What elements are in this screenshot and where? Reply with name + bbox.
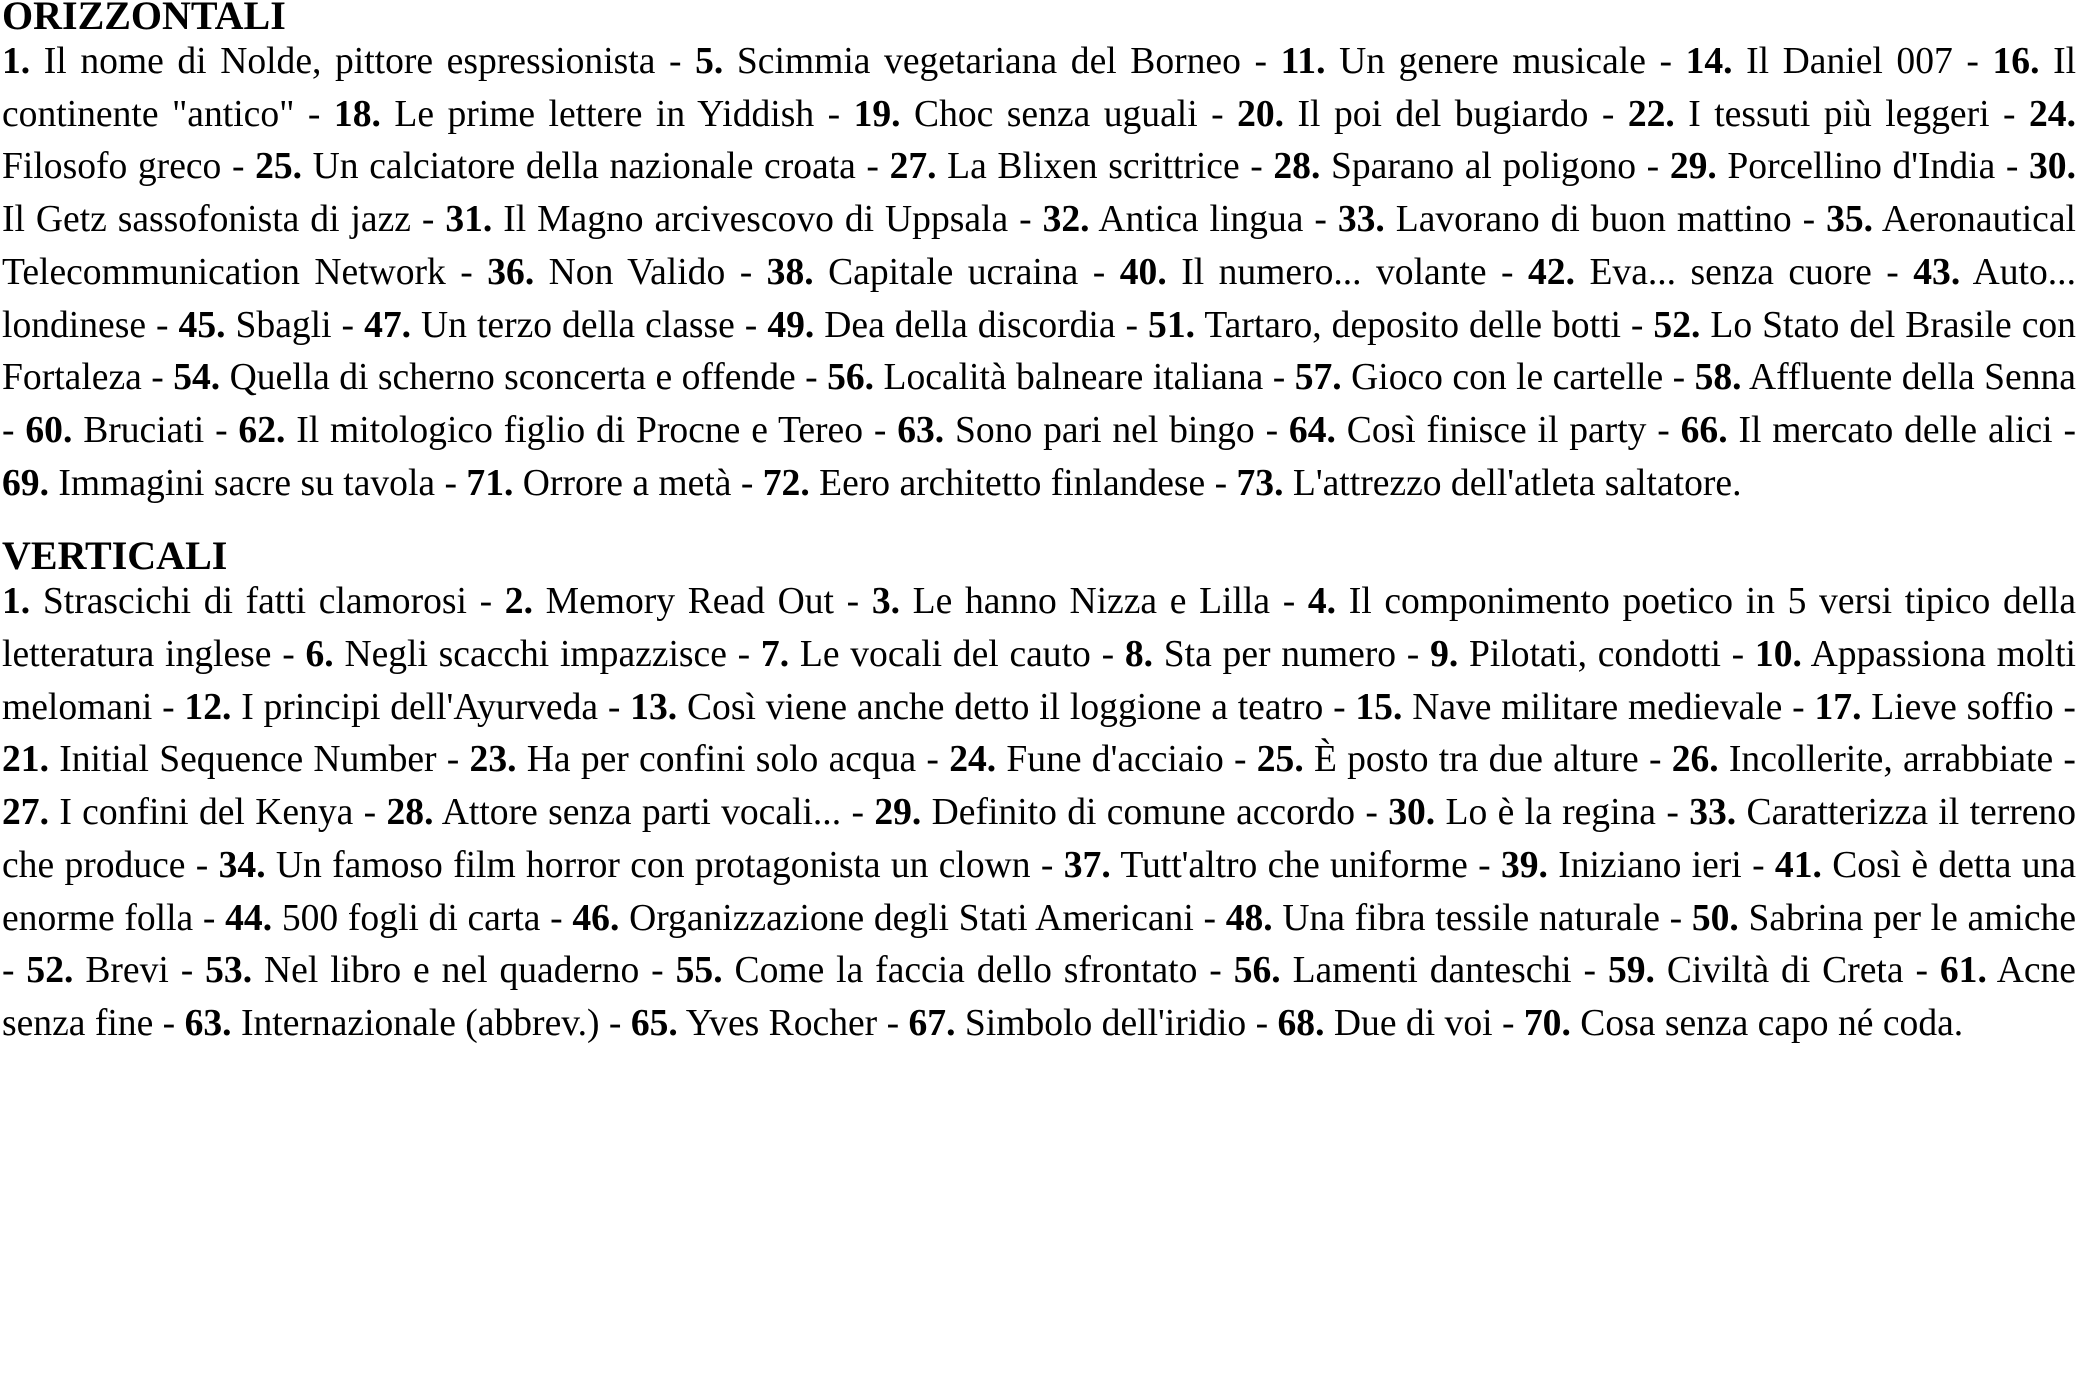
clue-number: 29. <box>874 792 922 834</box>
clue-item <box>306 634 727 675</box>
clue-text: Sparano al poligono <box>1330 146 1637 188</box>
clue-item <box>1528 252 1872 293</box>
clue-number: 67. <box>908 1002 956 1044</box>
clue-number: 29. <box>1669 146 1717 188</box>
clue-text: Choc senza uguali <box>914 93 1198 135</box>
clue-text: Lamenti danteschi <box>1292 950 1572 992</box>
clue-item <box>854 94 1198 135</box>
clue-number: 3. <box>871 581 900 623</box>
clue-item <box>767 305 1115 346</box>
clue-number: 24. <box>2028 93 2076 135</box>
clue-number: 62. <box>238 409 286 451</box>
clue-item <box>1355 687 1782 728</box>
verticali-heading: VERTICALI <box>2 533 228 579</box>
clue-item <box>364 305 735 346</box>
clue-text: Sbagli <box>235 304 332 346</box>
clue-item <box>1686 41 1953 82</box>
clue-item <box>25 410 204 451</box>
clue-item <box>2 463 435 504</box>
clue-text: Così finisce il party <box>1346 409 1647 451</box>
clue-text: I tessuti più leggeri <box>1688 93 1990 135</box>
clue-text: Affluente della Senna <box>1748 357 2076 399</box>
clue-text: Due di voi <box>1333 1002 1493 1044</box>
clue-number: 59. <box>1607 950 1655 992</box>
clue-text: Tartaro, deposito delle botti <box>1204 304 1621 346</box>
clue-item <box>909 1003 1247 1044</box>
clue-number: 32. <box>1042 199 1090 241</box>
clue-text: Negli scacchi impazzisce <box>344 634 727 676</box>
clue-text: Il componimento poetico in 5 versi tipico della letteratura inglese <box>2 581 2077 676</box>
clue-text: Yves Rocher <box>685 1002 878 1044</box>
clue-text: Lieve soffio <box>1871 686 2054 728</box>
clue-item <box>184 687 598 728</box>
clue-text: Definito di comune accordo <box>931 792 1355 834</box>
clue-text: Il mitologico figlio di Procne e Tereo <box>296 409 864 451</box>
clue-number: 14. <box>1685 41 1733 82</box>
clue-number: 27. <box>889 146 937 188</box>
clue-item <box>2 739 437 780</box>
clue-text: Lo Stato del Brasile con Fortaleza <box>2 304 2076 399</box>
clue-number: 33. <box>1689 792 1737 834</box>
clue-text: Eva... senza cuore <box>1589 251 1872 293</box>
clue-text: Attore senza parti vocali... <box>441 792 842 834</box>
clue-text: Acne senza fine <box>2 950 2076 1044</box>
clue-number: 63. <box>184 1002 232 1044</box>
clue-text: Come la faccia dello sfrontato <box>734 950 1198 992</box>
clue-text: Sono pari nel bingo <box>955 409 1255 451</box>
clue-number: 56. <box>1233 950 1281 992</box>
clue-number: 72. <box>762 462 810 504</box>
clue-item <box>1628 94 1990 135</box>
clue-text: Il nome di Nolde, pittore espressionista <box>43 41 656 82</box>
clue-item <box>630 687 1323 728</box>
clue-text: Il continente "antico" <box>2 41 2077 135</box>
clue-number: 39. <box>1500 844 1548 886</box>
clue-item <box>572 898 1193 939</box>
clue-text: Il Magno arcivescovo di Uppsala <box>503 199 1009 241</box>
clue-item <box>1672 739 2053 780</box>
clue-text: Organizzazione degli Stati Americani <box>629 897 1194 939</box>
clue-item <box>219 845 1031 886</box>
clue-text: Capitale ucraina <box>828 251 1079 293</box>
clue-text: Internazionale (abbrev.) <box>240 1002 600 1044</box>
clue-text: Un calciatore della nazionale croata <box>312 146 856 188</box>
clue-item <box>631 1003 877 1044</box>
clue-text: Appassiona molti melomani <box>2 634 2076 728</box>
clue-text: Initial Sequence Number <box>59 739 437 781</box>
clue-item <box>1281 41 1646 82</box>
clue-text: I principi dell'Ayurveda <box>241 686 599 728</box>
clue-item <box>1692 898 2076 939</box>
clue-number: 1. <box>2 581 31 623</box>
clue-text: Porcellino d'India <box>1727 146 1996 188</box>
clue-number: 22. <box>1627 93 1675 135</box>
clue-text: Nave militare medievale <box>1412 686 1783 728</box>
clue-number: 60. <box>25 409 73 451</box>
clue-item <box>225 898 540 939</box>
clue-item <box>767 252 1079 293</box>
clue-number: 53. <box>205 950 253 992</box>
clue-number: 2. <box>504 581 533 623</box>
clue-item <box>470 739 917 780</box>
clue-item <box>26 950 168 991</box>
clue-item <box>255 146 856 187</box>
clue-number: 8. <box>1124 634 1154 676</box>
clue-number: 43. <box>1913 251 1961 293</box>
clue-number: 65. <box>630 1002 678 1044</box>
clue-text: Brevi <box>85 950 169 992</box>
clue-text: Lavorano di buon mattino <box>1395 199 1792 241</box>
clue-number: 61. <box>1939 950 1987 992</box>
clue-item <box>1814 687 2053 728</box>
clue-number: 35. <box>1826 199 1874 241</box>
clue-item <box>1257 739 1639 780</box>
clue-number: 54. <box>173 357 221 399</box>
clue-number: 27. <box>2 792 49 834</box>
clue-number: 52. <box>1653 304 1701 346</box>
clue-text: Iniziano ieri <box>1558 844 1742 886</box>
clue-item <box>1681 410 2053 451</box>
clue-text: Un genere musicale <box>1339 41 1646 82</box>
clue-number: 44. <box>225 897 273 939</box>
clue-item <box>695 41 1241 82</box>
clue-item <box>761 634 1091 675</box>
clue-item <box>505 581 834 622</box>
clue-item <box>2 792 353 833</box>
clue-item <box>466 463 731 504</box>
clue-item <box>1043 199 1304 240</box>
clue-number: 41. <box>1774 844 1822 886</box>
clue-item <box>1608 950 1904 991</box>
clue-item <box>1278 1003 1493 1044</box>
clue-number: 47. <box>364 304 412 346</box>
clue-text: Aeronautical Telecommunication Network <box>2 199 2076 293</box>
clue-text: Lo è la regina <box>1445 792 1656 834</box>
clue-item <box>2 41 655 82</box>
clue-item <box>763 463 1205 504</box>
orizzontali-heading: ORIZZONTALI <box>2 0 286 38</box>
clue-item <box>1695 357 2076 398</box>
clue-item <box>949 739 1224 780</box>
clue-number: 68. <box>1277 1002 1325 1044</box>
clue-number: 34. <box>218 844 266 886</box>
clue-item <box>1524 1003 1963 1044</box>
clue-text: Nel libro e nel quaderno <box>264 950 640 992</box>
clue-text: 500 fogli di carta <box>281 897 541 939</box>
clue-item <box>1237 94 1588 135</box>
clue-item <box>1501 845 1742 886</box>
clue-number: 1. <box>2 41 31 82</box>
clue-item <box>1295 357 1664 398</box>
clue-text: Gioco con le cartelle <box>1351 357 1664 399</box>
clue-item <box>334 94 814 135</box>
clue-text: Bruciati <box>83 409 205 451</box>
clue-number: 50. <box>1691 897 1739 939</box>
clue-number: 57. <box>1294 357 1342 399</box>
clue-number: 69. <box>2 462 49 504</box>
clue-text: Orrore a metà <box>522 462 732 504</box>
clue-number: 33. <box>1337 199 1385 241</box>
clue-number: 11. <box>1280 41 1326 82</box>
clue-number: 48. <box>1225 897 1273 939</box>
clue-item <box>387 792 842 833</box>
clue-text: Un terzo della classe <box>421 304 735 346</box>
clue-number: 51. <box>1148 304 1196 346</box>
clue-item <box>487 252 725 293</box>
clue-number: 40. <box>1119 251 1167 293</box>
orizzontali-clue-list: 1. Il nome di Nolde, pittore espressionista - 5. Scimmia vegetariana del Borneo - 11. Un genere musicale - 14. Il Daniel 007 - 16. Il continente "antico" - 18. Le prime lettere in Yiddish - 19. Choc senza uguali - 20. Il poi del bugiardo - 22. I tessuti più leggeri - 24. Filosofo greco - 25. Un calciatore della nazionale croata - 27. La Blixen scrittrice - 28. Sparano al poligono - 29. Porcellino d'India - 30. Il Getz sassofonista di jazz - 31. Il Magno arcivescovo di Uppsala - 32. Antica lingua - 33. Lavorano di buon mattino - 35. Aeronautical Telecommunication Network - 36. Non Valido - 38. Capitale ucraina - 40. Il numero... volante - 42. Eva... senza cuore - 43. Auto... londinese - 45. Sbagli - 47. Un terzo della classe - 49. Dea della discordia - 51. Tartaro, deposito delle botti - 52. Lo Stato del Brasile con Fortaleza - 54. Quella di scherno sconcerta e offende - 56. Località balneare italiana - 57. Gioco con le cartelle - 58. Affluente della Senna - 60. Bruciati - 62. Il mitologico figlio di Procne e Tereo - 63. Sono pari nel bingo - 64. Così finisce il party - 66. Il mercato delle alici - 69. Immagini sacre su tavola - 71. Orrore a metà - 72. Eero architetto finlandese - 73. L'attrezzo dell'atleta saltatore. <box>2 41 2077 504</box>
clue-number: 42. <box>1528 251 1575 293</box>
clue-number: 70. <box>1523 1002 1571 1044</box>
clue-text: La Blixen scrittrice <box>947 146 1240 188</box>
clue-number: 28. <box>1273 146 1321 188</box>
clue-item <box>1289 410 1647 451</box>
clue-text: Un famoso film horror con protagonista un clown <box>275 844 1031 886</box>
clue-item <box>185 1003 600 1044</box>
clue-item <box>1120 252 1487 293</box>
clue-number: 46. <box>572 897 620 939</box>
clue-number: 15. <box>1355 686 1403 728</box>
clue-text: Strascichi di fatti clamorosi <box>42 581 467 623</box>
clue-text: Scimmia vegetariana del Borneo <box>736 41 1241 82</box>
clue-number: 56. <box>827 357 875 399</box>
clue-item <box>1430 634 1721 675</box>
clue-number: 12. <box>184 686 232 728</box>
clue-number: 25. <box>255 146 303 188</box>
clue-item <box>205 950 639 991</box>
clue-item <box>173 357 795 398</box>
clue-number: 18. <box>333 93 381 135</box>
clue-text: L'attrezzo dell'atleta saltatore. <box>1292 462 1742 504</box>
clue-item <box>1125 634 1396 675</box>
clue-number: 21. <box>2 739 49 781</box>
clue-item <box>897 410 1255 451</box>
clue-item <box>676 950 1198 991</box>
clue-text: Eero architetto finlandese <box>819 462 1206 504</box>
clue-text: Il Daniel 007 <box>1746 41 1953 82</box>
clue-text: I confini del Kenya <box>59 792 354 834</box>
clue-text: Le hanno Nizza e Lilla <box>912 581 1271 623</box>
clue-item <box>445 199 1008 240</box>
clue-item <box>1237 463 1742 504</box>
clue-text: Auto... londinese <box>2 251 2076 346</box>
clue-text: Pilotati, condotti <box>1469 634 1721 676</box>
clue-item <box>238 410 863 451</box>
clue-number: 28. <box>386 792 434 834</box>
clue-number: 7. <box>760 634 790 676</box>
clue-item <box>872 581 1270 622</box>
clue-number: 45. <box>178 304 226 346</box>
clue-number: 73. <box>1236 462 1284 504</box>
clue-text: Non Valido <box>548 251 726 293</box>
clue-item <box>890 146 1240 187</box>
clue-text: Simbolo dell'iridio <box>964 1002 1247 1044</box>
clue-text: Una fibra tessile naturale <box>1282 897 1660 939</box>
clue-text: È posto tra due alture <box>1313 739 1639 781</box>
clue-number: 30. <box>2028 146 2076 188</box>
clue-text: Così viene anche detto il loggione a teatro <box>686 686 1324 728</box>
clue-number: 16. <box>1992 41 2040 82</box>
clue-text: Filosofo greco <box>2 146 222 188</box>
clue-text: Memory Read Out <box>545 581 834 623</box>
clue-number: 38. <box>766 251 814 293</box>
clue-number: 55. <box>675 950 723 992</box>
clue-item <box>1226 898 1660 939</box>
clue-number: 52. <box>26 950 74 992</box>
clue-item <box>874 792 1355 833</box>
clue-number: 64. <box>1288 409 1336 451</box>
clue-item <box>1273 146 1636 187</box>
clue-item <box>827 357 1263 398</box>
clue-number: 37. <box>1063 844 1111 886</box>
clue-item <box>1234 950 1572 991</box>
clue-number: 49. <box>767 304 815 346</box>
clue-number: 19. <box>853 93 901 135</box>
clue-text: Il mercato delle alici <box>1738 409 2053 451</box>
clue-number: 26. <box>1671 739 1719 781</box>
clue-item <box>179 305 332 346</box>
clue-number: 10. <box>1754 634 1802 676</box>
clue-number: 23. <box>469 739 517 781</box>
clue-number: 63. <box>897 409 945 451</box>
clue-item <box>1388 792 1656 833</box>
clue-number: 36. <box>487 251 535 293</box>
clue-text: Fune d'acciaio <box>1006 739 1224 781</box>
clue-item <box>1148 305 1621 346</box>
clue-text: Caratterizza il terreno che produce <box>2 792 2076 886</box>
clue-number: 25. <box>1256 739 1304 781</box>
clue-number: 58. <box>1694 357 1742 399</box>
clue-text: Immagini sacre su tavola <box>58 462 436 504</box>
clue-text: Le vocali del cauto <box>799 634 1091 676</box>
clue-item <box>1064 845 1468 886</box>
clue-text: Località balneare italiana <box>883 357 1264 399</box>
clue-item <box>2 581 467 622</box>
clue-text: Così è detta una enorme folla <box>2 844 2077 939</box>
clue-text: Il poi del bugiardo <box>1297 93 1589 135</box>
clue-text: Cosa senza capo né coda. <box>1580 1002 1964 1044</box>
clue-text: Il numero... volante <box>1181 251 1487 293</box>
clue-text: Dea della discordia <box>824 304 1116 346</box>
clue-text: Le prime lettere in Yiddish <box>394 93 815 135</box>
clue-text: Tutt'altro che uniforme <box>1120 844 1468 886</box>
clue-number: 20. <box>1237 93 1285 135</box>
verticali-clue-list: 1. Strascichi di fatti clamorosi - 2. Memory Read Out - 3. Le hanno Nizza e Lilla - 4. Il componimento poetico in 5 versi tipico della letteratura inglese - 6. Negli scacchi impazzisce - 7. Le vocali del cauto - 8. Sta per numero - 9. Pilotati, condotti - 10. Appassiona molti melomani - 12. I principi dell'Ayurveda - 13. Così viene anche detto il loggione a teatro - 15. Nave militare medievale - 17. Lieve soffio - 21. Initial Sequence Number - 23. Ha per confini solo acqua - 24. Fune d'acciaio - 25. È posto tra due alture - 26. Incollerite, arrabbiate - 27. I confini del Kenya - 28. Attore senza parti vocali... - 29. Definito di comune accordo - 30. Lo è la regina - 33. Caratterizza il terreno che produce - 34. Un famoso film horror con protagonista un clown - 37. Tutt'altro che uniforme - 39. Iniziano ieri - 41. Così è detta una enorme folla - 44. 500 fogli di carta - 46. Organizzazione degli Stati Americani - 48. Una fibra tessile naturale - 50. Sabrina per le amiche - 52. Brevi - 53. Nel libro e nel quaderno - 55. Come la faccia dello sfrontato - 56. Lamenti danteschi - 59. Civiltà di Creta - 61. Acne senza fine - 63. Internazionale (abbrev.) - 65. Yves Rocher - 67. Simbolo dell'iridio - 68. Due di voi - 70. Cosa senza capo né coda. <box>2 581 2077 1044</box>
clue-text: Sta per numero <box>1163 634 1397 676</box>
clue-number: 66. <box>1680 409 1728 451</box>
clue-number: 9. <box>1430 634 1459 676</box>
clue-number: 31. <box>445 199 493 241</box>
clue-text: Quella di scherno sconcerta e offende <box>229 357 796 399</box>
clue-item <box>1338 199 1792 240</box>
clue-text: Sabrina per le amiche <box>1748 897 2076 939</box>
clue-number: 5. <box>695 41 724 82</box>
clue-number: 17. <box>1814 686 1862 728</box>
clue-text: Ha per confini solo acqua <box>526 739 917 781</box>
clue-number: 6. <box>305 634 334 676</box>
clue-item <box>1670 146 1995 187</box>
clue-number: 30. <box>1388 792 1436 834</box>
clue-text: Il Getz sassofonista di jazz <box>2 199 411 241</box>
clue-number: 4. <box>1307 581 1337 623</box>
clue-number: 71. <box>466 462 514 504</box>
clue-text: Antica lingua <box>1098 199 1304 241</box>
clue-text: Civiltà di Creta <box>1666 950 1904 992</box>
clue-number: 24. <box>949 739 997 781</box>
clue-number: 13. <box>630 686 678 728</box>
clue-text: Incollerite, arrabbiate <box>1728 739 2054 781</box>
